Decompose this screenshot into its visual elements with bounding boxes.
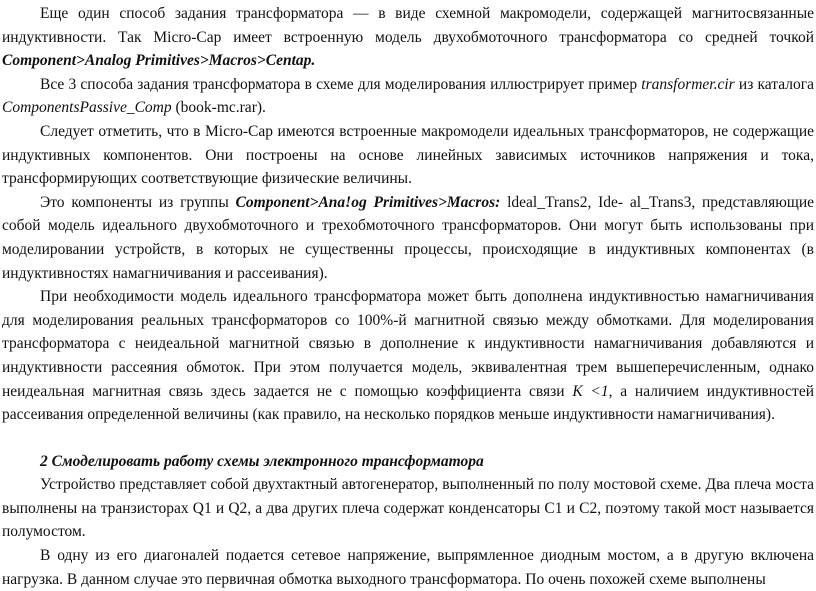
paragraph-1-text: Еще один способ задания трансформатора — в виде схемной макромодели, содержащей магнитосвязанные индуктивности. Так Micro-Cap имеет встроенную модель двухобмоточного трансформатора со средней точкой (2, 5, 814, 46)
paragraph-1 (2, 2, 814, 73)
section-heading: 2 Смоделировать работу схемы электронного трансформатора (40, 452, 484, 470)
paragraph-6-text: Устройство представляет собой двухтактный автогенератор, выполненный по полу мостовой схеме. Два плеча моста выполнены на транзисторах Q1 и Q2, а два других плеча содержат конденсаторы С1 и С2, поэтому такой мост называется полумостом. (2, 476, 814, 541)
paragraph-3-text: Следует отметить, что в Micro-Cap имеются встроенные макромодели идеальных трансформаторов, не содержащие индуктивных компонентов. Они построены на основе линейных зависимых источников напряжения и тока, трансформирующих соответствующие физические величины. (2, 122, 814, 188)
coupling-coefficient: К <1, (572, 382, 613, 400)
paragraph-5 (2, 285, 814, 427)
paragraph-4-text-a: Это компоненты из группы (40, 193, 236, 211)
paragraph-7-text: В одну из его диагоналей подается сетевое напряжение, выпрямленное диодным мостом, а в другую включена нагрузка. В данном случае это первичная обмотка выходного трансформатора. По очень похожей схеме выполнены (2, 547, 814, 588)
paragraph-4 (2, 191, 814, 285)
section-gap (2, 427, 814, 450)
example-filename: transformer.cir (641, 75, 735, 93)
paragraph-2-text-b: из каталога (734, 75, 814, 93)
catalog-path: ComponentsPassive_Comp (2, 99, 172, 117)
paragraph-4-text-b: ldeal_Trans2, Ide- al_Trans3, представляющие собой модель идеального двухобмоточного и трехобмоточного трансформаторов. Они могут быть использованы при моделировании устройств, в которых не существенны процессы, происходящие в индуктивных компонентах (в индуктивностях намагничивания и рассеивания). (2, 193, 814, 282)
paragraph-2-text-c: (book-mc.rar). (171, 99, 266, 117)
paragraph-5-text-b: а наличием индуктивностей рассеивания определенной величины (как правило, на несколько порядков меньше индуктивности намагничивания). (2, 382, 814, 424)
menu-path-macros: Component>Ana!og Primitives>Macros: (235, 193, 501, 211)
menu-path-centap: Component>Analog Primitives>Macros>Centap. (2, 52, 316, 70)
paragraph-7 (2, 544, 814, 591)
paragraph-2-text-a: Все 3 способа задания трансформатора в схеме для моделирования иллюстрирует пример (40, 75, 642, 93)
paragraph-2 (2, 73, 814, 120)
paragraph-6 (2, 473, 814, 544)
paragraph-3 (2, 120, 814, 191)
paragraph-5-text-a: При необходимости модель идеального трансформатора может быть дополнена индуктивностью намагничивания для моделирования реальных трансформаторов со 100%-й магнитной связью между обмотками. Для моделирования трансформатора с неидеальной магнитной связью в дополнение к индуктивности намагничивания добавляются и индуктивности рассеяния обмоток. При этом получается модель, эквивалентная трем вышеперечисленным, однако неидеальная магнитная связь здесь задается не с помощью коэффициента связи (2, 288, 814, 400)
